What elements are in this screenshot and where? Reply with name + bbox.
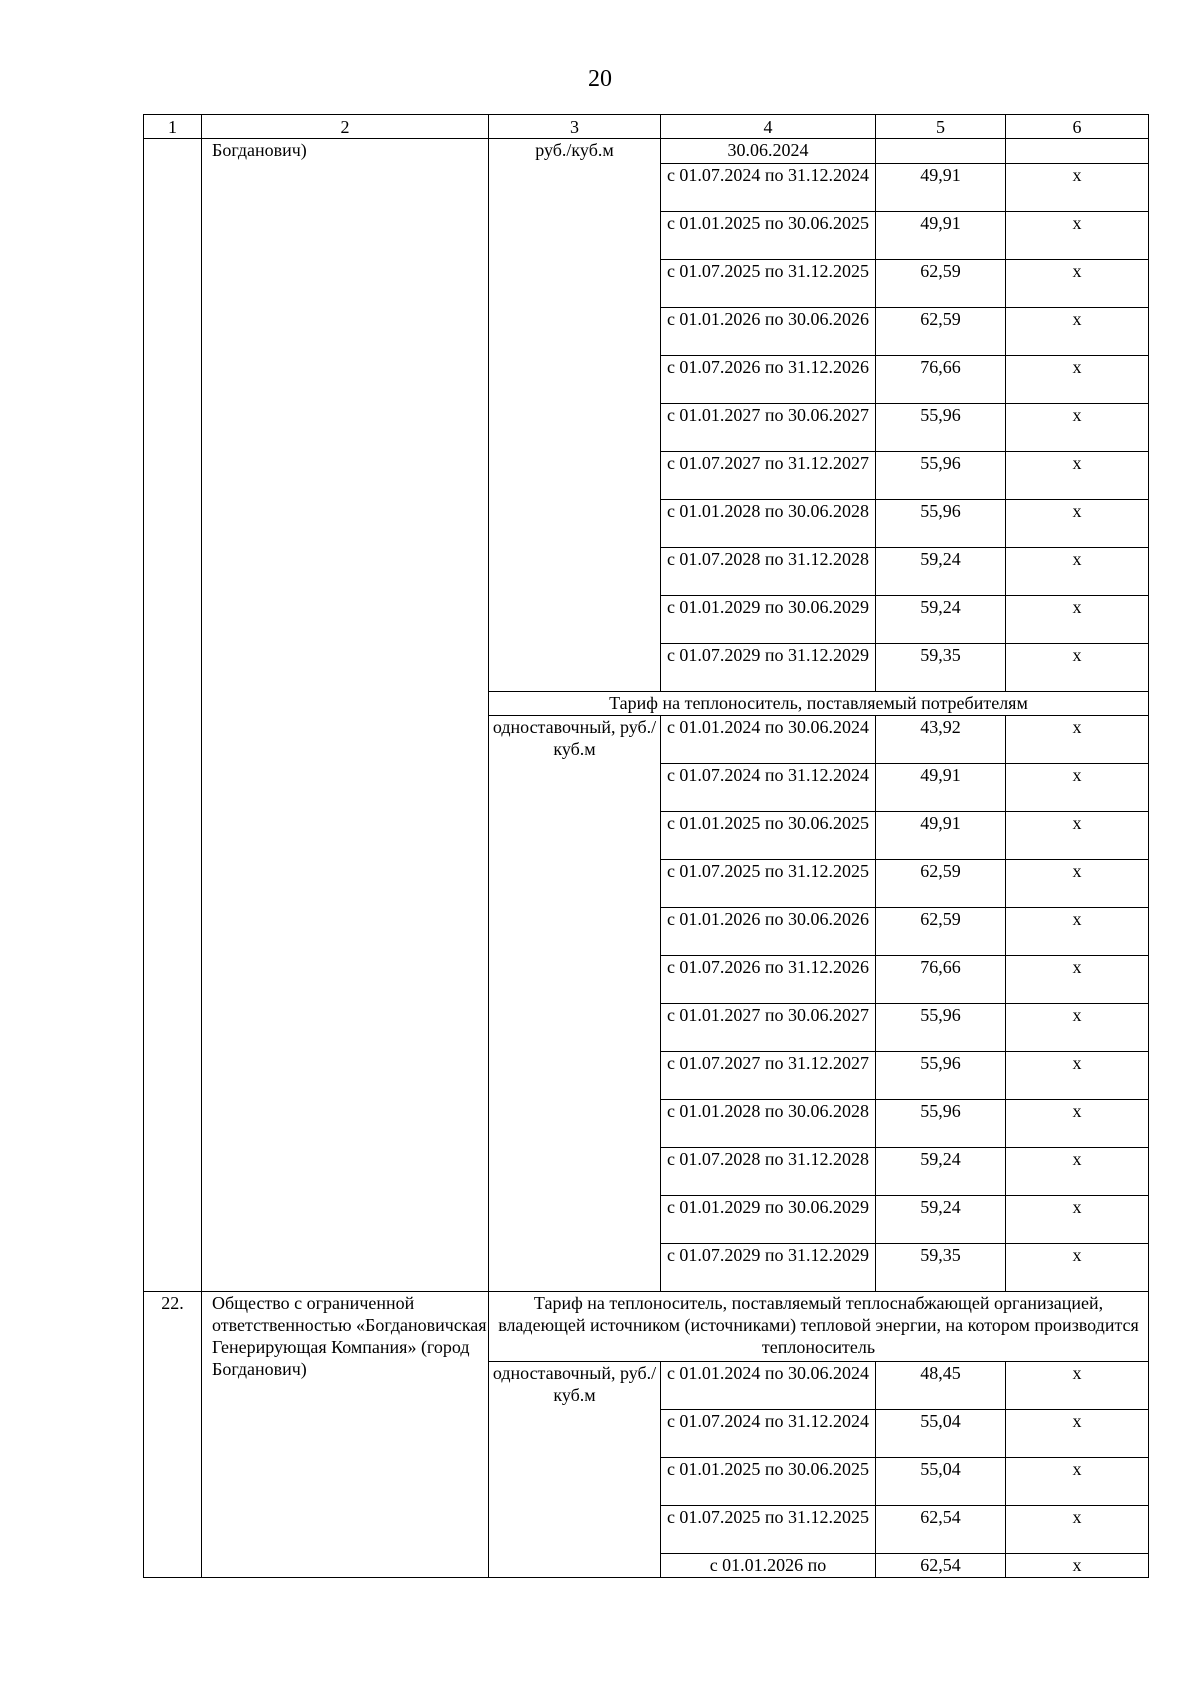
period-cell: с 01.01.2027 по 30.06.2027 <box>661 1004 876 1052</box>
period-cell: с 01.01.2026 по 30.06.2026 <box>661 308 876 356</box>
col6-cell: х <box>1006 404 1149 452</box>
col6-cell: х <box>1006 644 1149 692</box>
col6-cell: х <box>1006 356 1149 404</box>
header-cell-4: 4 <box>661 115 876 139</box>
value-cell: 76,66 <box>876 956 1006 1004</box>
col6-cell: х <box>1006 1362 1149 1410</box>
col6-cell: х <box>1006 596 1149 644</box>
col6-cell: х <box>1006 908 1149 956</box>
tariff-table <box>143 114 1149 1578</box>
section-title: Тариф на теплоноситель, поставляемый потребителям <box>489 692 1149 716</box>
period-cell: с 01.01.2026 по <box>661 1554 876 1578</box>
unit-cell: одноставочный, руб./куб.м <box>489 716 661 1292</box>
col6-cell: х <box>1006 212 1149 260</box>
col6-cell: х <box>1006 548 1149 596</box>
col6-cell: х <box>1006 812 1149 860</box>
period-cell: с 01.07.2024 по 31.12.2024 <box>661 1410 876 1458</box>
period-cell: с 01.01.2026 по 30.06.2026 <box>661 908 876 956</box>
col6-cell: х <box>1006 260 1149 308</box>
col6-cell: х <box>1006 764 1149 812</box>
period-cell: с 01.07.2024 по 31.12.2024 <box>661 764 876 812</box>
col6-cell: х <box>1006 500 1149 548</box>
col6-cell: х <box>1006 860 1149 908</box>
section-title: Тариф на теплоноситель, поставляемый теплоснабжающей организацией, владеющей источником (источниками) тепловой энергии, на котором производится теплоноситель <box>489 1292 1149 1362</box>
value-cell: 62,54 <box>876 1506 1006 1554</box>
period-cell: с 01.01.2028 по 30.06.2028 <box>661 1100 876 1148</box>
value-cell: 59,35 <box>876 1244 1006 1292</box>
value-cell: 55,04 <box>876 1410 1006 1458</box>
period-cell: с 01.07.2025 по 31.12.2025 <box>661 260 876 308</box>
value-cell: 76,66 <box>876 356 1006 404</box>
tariff-table-body <box>144 115 1149 1578</box>
period-cell: с 01.01.2029 по 30.06.2029 <box>661 1196 876 1244</box>
period-cell: с 01.07.2028 по 31.12.2028 <box>661 1148 876 1196</box>
entry-number-cell <box>144 139 202 1292</box>
col6-cell: х <box>1006 1004 1149 1052</box>
period-cell: с 01.07.2025 по 31.12.2025 <box>661 1506 876 1554</box>
col6-cell: х <box>1006 1244 1149 1292</box>
period-cell: с 01.07.2025 по 31.12.2025 <box>661 860 876 908</box>
entry-number-cell: 22. <box>144 1292 202 1578</box>
value-cell: 55,96 <box>876 452 1006 500</box>
period-cell: с 01.07.2029 по 31.12.2029 <box>661 1244 876 1292</box>
col6-cell <box>1006 139 1149 164</box>
header-cell-1: 1 <box>144 115 202 139</box>
period-cell: с 01.07.2026 по 31.12.2026 <box>661 956 876 1004</box>
value-cell: 62,59 <box>876 260 1006 308</box>
period-cell: с 01.01.2028 по 30.06.2028 <box>661 500 876 548</box>
value-cell <box>876 139 1006 164</box>
col6-cell: х <box>1006 452 1149 500</box>
value-cell: 59,24 <box>876 1196 1006 1244</box>
value-cell: 55,96 <box>876 1100 1006 1148</box>
period-cell: с 01.07.2024 по 31.12.2024 <box>661 164 876 212</box>
period-cell: с 01.07.2029 по 31.12.2029 <box>661 644 876 692</box>
period-cell: с 01.07.2027 по 31.12.2027 <box>661 452 876 500</box>
value-cell: 59,24 <box>876 1148 1006 1196</box>
unit-cell: руб./куб.м <box>489 139 661 692</box>
value-cell: 62,59 <box>876 908 1006 956</box>
period-cell: с 01.01.2029 по 30.06.2029 <box>661 596 876 644</box>
value-cell: 55,96 <box>876 1004 1006 1052</box>
value-cell: 62,59 <box>876 308 1006 356</box>
col6-cell: х <box>1006 1506 1149 1554</box>
value-cell: 49,91 <box>876 764 1006 812</box>
value-cell: 49,91 <box>876 812 1006 860</box>
value-cell: 48,45 <box>876 1362 1006 1410</box>
header-cell-2: 2 <box>202 115 489 139</box>
header-row <box>144 115 1149 139</box>
header-cell-3: 3 <box>489 115 661 139</box>
value-cell: 55,96 <box>876 1052 1006 1100</box>
period-cell: с 01.01.2025 по 30.06.2025 <box>661 812 876 860</box>
value-cell: 62,54 <box>876 1554 1006 1578</box>
period-cell: с 01.01.2025 по 30.06.2025 <box>661 212 876 260</box>
value-cell: 59,35 <box>876 644 1006 692</box>
period-cell: с 01.07.2027 по 31.12.2027 <box>661 1052 876 1100</box>
table-row <box>144 139 1149 164</box>
value-cell: 55,04 <box>876 1458 1006 1506</box>
unit-cell: одноставочный, руб./куб.м <box>489 1362 661 1578</box>
section-title-row <box>144 1292 1149 1362</box>
col6-cell: х <box>1006 1554 1149 1578</box>
period-cell: 30.06.2024 <box>661 139 876 164</box>
col6-cell: х <box>1006 1052 1149 1100</box>
col6-cell: х <box>1006 308 1149 356</box>
value-cell: 49,91 <box>876 164 1006 212</box>
value-cell: 59,24 <box>876 548 1006 596</box>
header-cell-5: 5 <box>876 115 1006 139</box>
period-cell: с 01.07.2028 по 31.12.2028 <box>661 548 876 596</box>
col6-cell: х <box>1006 1148 1149 1196</box>
org-name-cell: Общество с ограниченной ответственностью «Богдановичская Генерирующая Компания» (город Богданович) <box>202 1292 489 1578</box>
col6-cell: х <box>1006 716 1149 764</box>
col6-cell: х <box>1006 1458 1149 1506</box>
value-cell: 49,91 <box>876 212 1006 260</box>
period-cell: с 01.07.2026 по 31.12.2026 <box>661 356 876 404</box>
value-cell: 55,96 <box>876 500 1006 548</box>
period-cell: с 01.01.2027 по 30.06.2027 <box>661 404 876 452</box>
col6-cell: х <box>1006 1100 1149 1148</box>
col6-cell: х <box>1006 164 1149 212</box>
org-name-cell: Богданович) <box>202 139 489 1292</box>
page-number: 20 <box>588 66 612 92</box>
col6-cell: х <box>1006 1196 1149 1244</box>
period-cell: с 01.01.2024 по 30.06.2024 <box>661 1362 876 1410</box>
value-cell: 55,96 <box>876 404 1006 452</box>
value-cell: 43,92 <box>876 716 1006 764</box>
period-cell: с 01.01.2024 по 30.06.2024 <box>661 716 876 764</box>
value-cell: 62,59 <box>876 860 1006 908</box>
header-cell-6: 6 <box>1006 115 1149 139</box>
col6-cell: х <box>1006 956 1149 1004</box>
value-cell: 59,24 <box>876 596 1006 644</box>
period-cell: с 01.01.2025 по 30.06.2025 <box>661 1458 876 1506</box>
col6-cell: х <box>1006 1410 1149 1458</box>
